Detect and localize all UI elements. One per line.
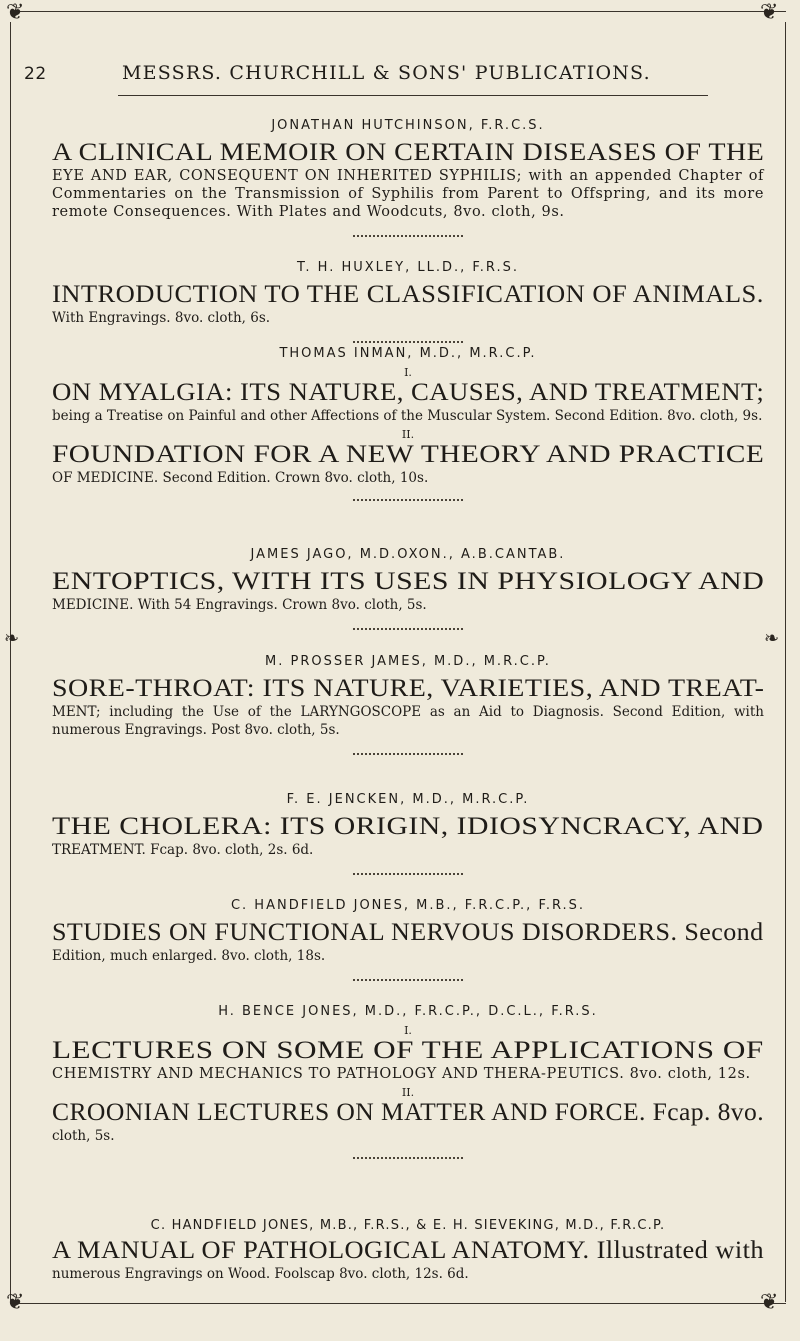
section-divider xyxy=(353,1153,463,1159)
work-title: ON MYALGIA: ITS NATURE, CAUSES, AND TREATMENT; xyxy=(52,379,765,406)
corner-ornament-icon: ❦ xyxy=(760,1290,779,1315)
page-number: 22 xyxy=(24,64,47,84)
entry-author: T. H. HUXLEY, LL.D., F.R.S. xyxy=(297,260,519,275)
side-ornament-icon: ❧ xyxy=(4,628,20,649)
work-description: EYE AND EAR, CONSEQUENT ON INHERITED SYPHILIS; with an appended Chapter of Commentaries on the Transmission of Syphilis from Parent to Offspring, and its more remote Consequences. With Plates and Woodcuts, 8vo. cloth, 9s. xyxy=(52,168,764,220)
work-title: THE CHOLERA: ITS ORIGIN, IDIOSYNCRACY, AND xyxy=(52,813,764,840)
work-description: being a Treatise on Painful and other Affections of the Muscular System. Second Edition. 8vo. cloth, 9s. xyxy=(52,408,763,424)
catalogue-entry xyxy=(52,792,764,875)
catalogue-entry xyxy=(52,898,764,981)
work-description: With Engravings. 8vo. cloth, 6s. xyxy=(52,310,271,326)
catalogue-entry xyxy=(52,547,764,630)
work-numeral: II. xyxy=(401,1086,415,1099)
work-description: cloth, 5s. xyxy=(52,1128,115,1144)
work-title: A MANUAL OF PATHOLOGICAL ANATOMY. Illustrated with xyxy=(52,1237,764,1264)
corner-ornament-icon: ❦ xyxy=(6,0,25,25)
entry-author: C. HANDFIELD JONES, M.B., F.R.S., & E. H. SIEVEKING, M.D., F.R.C.P. xyxy=(150,1218,666,1233)
catalogue-entry xyxy=(52,654,764,755)
catalogue-entry xyxy=(52,346,764,501)
catalogue-entry xyxy=(52,260,764,343)
section-divider xyxy=(353,495,463,501)
page-header xyxy=(24,62,764,84)
corner-ornament-icon: ❦ xyxy=(760,0,779,25)
work-title: CROONIAN LECTURES ON MATTER AND FORCE. Fcap. 8vo. xyxy=(52,1099,765,1126)
entry-author: H. BENCE JONES, M.D., F.R.C.P., D.C.L., F.R.S. xyxy=(218,1004,598,1019)
top-border-rule xyxy=(10,11,786,12)
bottom-border-rule xyxy=(10,1303,786,1304)
work-title: A CLINICAL MEMOIR ON CERTAIN DISEASES OF THE xyxy=(52,139,765,166)
section-divider xyxy=(353,869,463,875)
work-description: OF MEDICINE. Second Edition. Crown 8vo. cloth, 10s. xyxy=(52,470,429,486)
work-description: MEDICINE. With 54 Engravings. Crown 8vo. cloth, 5s. xyxy=(52,597,427,613)
work-description: TREATMENT. Fcap. 8vo. cloth, 2s. 6d. xyxy=(52,842,314,858)
work-description: MENT; including the Use of the LARYNGOSCOPE as an Aid to Diagnosis. Second Edition, with numerous Engravings. Post 8vo. cloth, 5s. xyxy=(52,704,764,738)
side-ornament-icon: ❧ xyxy=(764,628,780,649)
header-rule xyxy=(118,95,708,96)
entry-author: C. HANDFIELD JONES, M.B., F.R.C.P., F.R.S. xyxy=(230,898,586,913)
right-border-rule xyxy=(785,22,786,1302)
running-title: MESSRS. CHURCHILL & SONS' PUBLICATIONS. xyxy=(122,62,651,84)
work-description: numerous Engravings on Wood. Foolscap 8vo. cloth, 12s. 6d. xyxy=(52,1266,469,1282)
left-border-rule xyxy=(10,22,11,1302)
entry-author: M. PROSSER JAMES, M.D., M.R.C.P. xyxy=(265,654,551,669)
section-divider xyxy=(353,231,463,237)
work-title: STUDIES ON FUNCTIONAL NERVOUS DISORDERS. Second xyxy=(52,919,764,946)
work-title: FOUNDATION FOR A NEW THEORY AND PRACTICE xyxy=(52,441,765,468)
work-title: ENTOPTICS, WITH ITS USES IN PHYSIOLOGY AND xyxy=(52,568,765,595)
work-numeral: I. xyxy=(404,366,412,379)
section-divider xyxy=(353,749,463,755)
entry-author: JONATHAN HUTCHINSON, F.R.C.S. xyxy=(271,118,545,133)
work-title: INTRODUCTION TO THE CLASSIFICATION OF ANIMALS. xyxy=(52,281,764,308)
section-divider xyxy=(353,975,463,981)
catalogue-entry xyxy=(52,1218,764,1283)
work-title: SORE-THROAT: ITS NATURE, VARIETIES, AND TREAT- xyxy=(52,675,765,702)
section-divider xyxy=(353,337,463,343)
work-numeral: II. xyxy=(401,428,415,441)
section-divider xyxy=(353,624,463,630)
work-title: LECTURES ON SOME OF THE APPLICATIONS OF xyxy=(52,1037,764,1064)
work-description: CHEMISTRY AND MECHANICS TO PATHOLOGY AND THERA-PEUTICS. 8vo. cloth, 12s. xyxy=(52,1066,751,1082)
catalogue-entry xyxy=(52,118,764,237)
entry-author: THOMAS INMAN, M.D., M.R.C.P. xyxy=(279,346,537,361)
corner-ornament-icon: ❦ xyxy=(6,1290,25,1315)
work-description: Edition, much enlarged. 8vo. cloth, 18s. xyxy=(52,948,326,964)
entry-author: F. E. JENCKEN, M.D., M.R.C.P. xyxy=(286,792,530,807)
catalogue-entry xyxy=(52,1004,764,1159)
entry-author: JAMES JAGO, M.D.OXON., A.B.CANTAB. xyxy=(250,547,566,562)
work-numeral: I. xyxy=(404,1024,412,1037)
